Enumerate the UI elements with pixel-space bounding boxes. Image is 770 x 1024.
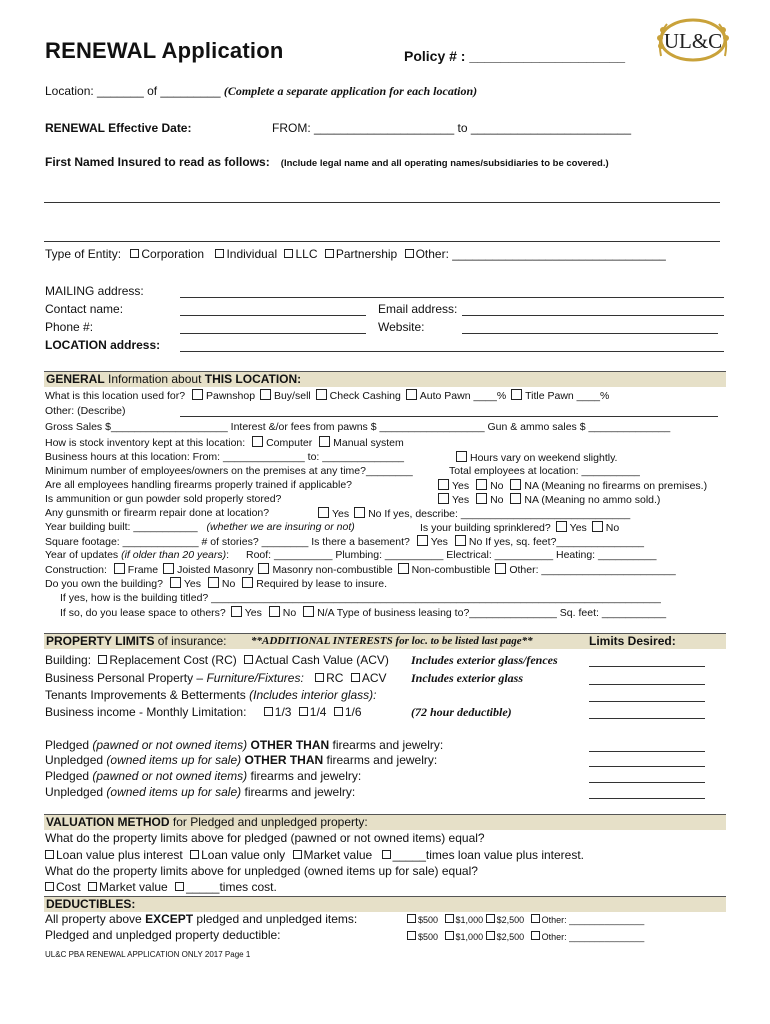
- checkbox[interactable]: [316, 389, 327, 400]
- general-section-heading: GENERAL Information about THIS LOCATION:: [46, 372, 302, 386]
- checkbox[interactable]: [293, 850, 302, 859]
- checkbox[interactable]: [215, 249, 224, 258]
- checkbox[interactable]: [284, 249, 293, 258]
- entity-row: [45, 247, 666, 261]
- email-label: Email address:: [378, 302, 458, 316]
- checkbox[interactable]: [406, 389, 417, 400]
- building-row: Building: Replacement Cost (RC) Actual Cash Value (ACV): [45, 653, 389, 667]
- checkbox[interactable]: [303, 606, 314, 617]
- stock-row: How is stock inventory kept at this location: Computer Manual system: [45, 437, 404, 449]
- checkbox[interactable]: [486, 931, 495, 940]
- deductible-line-1: All property above EXCEPT pledged and unpledged items:: [45, 912, 358, 926]
- firearms-answers: Yes No NA (Meaning no firearms on premises.): [438, 479, 707, 492]
- additional-interests-note: **ADDITIONAL INTERESTS for loc. to be listed last page**: [251, 635, 533, 647]
- ammo-answers: Yes No NA (Meaning no ammo sold.): [438, 493, 660, 506]
- effective-date-label: RENEWAL Effective Date:: [45, 121, 192, 135]
- ulc-logo: [653, 16, 731, 66]
- checkbox[interactable]: [382, 850, 391, 859]
- checkbox[interactable]: [511, 389, 522, 400]
- checkbox[interactable]: [242, 577, 253, 588]
- checkbox[interactable]: [445, 931, 454, 940]
- insured-name-line-1[interactable]: [44, 202, 720, 203]
- construction-row: Construction: Frame Joisted Masonry Masonry non-combustible Non-combustible Other: _______________________: [45, 564, 676, 576]
- checkbox[interactable]: [258, 563, 269, 574]
- contact-name-field[interactable]: [180, 315, 366, 316]
- entity-option: Corporation: [141, 247, 205, 261]
- checkbox[interactable]: [531, 914, 540, 923]
- deductible-options-2: $500 $1,000 $2,500 Other: _______________: [407, 931, 644, 942]
- min-employees-row[interactable]: Minimum number of employees/owners on the premises at any time?________: [45, 465, 413, 477]
- location-address-field[interactable]: [180, 351, 724, 352]
- hours-row: Business hours at this location: From: ______________ to: ______________: [45, 451, 405, 463]
- deductible-options-1: $500 $1,000 $2,500 Other: _______________: [407, 914, 644, 925]
- lease-space-row: If so, do you lease space to others? Yes No N/A Type of business leasing to?_______________ Sq. feet: ___________: [60, 607, 667, 619]
- entity-option: Partnership: [335, 247, 398, 261]
- checkbox[interactable]: [417, 535, 428, 546]
- checkbox[interactable]: [455, 535, 466, 546]
- checkbox[interactable]: [319, 436, 330, 447]
- limits-desired-heading: Limits Desired:: [589, 634, 676, 648]
- location-line: [45, 84, 477, 99]
- valuation-question-2: What do the property limits above for unpledged (owned items up for sale) equal?: [45, 864, 478, 878]
- mailing-field[interactable]: [180, 297, 724, 298]
- checkbox[interactable]: [130, 249, 139, 258]
- income-note: (72 hour deductible): [411, 705, 512, 719]
- page-title: RENEWAL Application: [45, 38, 284, 63]
- location-note: (Complete a separate application for each location): [223, 84, 478, 98]
- checkbox[interactable]: [592, 521, 603, 532]
- location-field[interactable]: Location: _______ of _________: [45, 84, 221, 98]
- checkbox[interactable]: [315, 673, 324, 682]
- checkbox[interactable]: [351, 673, 360, 682]
- checkbox[interactable]: [445, 914, 454, 923]
- checkbox[interactable]: [318, 507, 329, 518]
- checkbox[interactable]: [264, 707, 273, 716]
- checkbox[interactable]: [244, 655, 253, 664]
- building-limit-field[interactable]: [589, 666, 705, 667]
- entity-label: Type of Entity:: [45, 247, 122, 261]
- year-built-row: Year building built: ___________ (whether we are insuring or not): [45, 521, 355, 533]
- checkbox[interactable]: [556, 521, 567, 532]
- checkbox[interactable]: [354, 507, 365, 518]
- entity-option[interactable]: Other: ________________________________: [415, 247, 666, 261]
- checkbox[interactable]: [192, 389, 203, 400]
- checkbox[interactable]: [175, 882, 184, 891]
- deductible-line-2: Pledged and unpledged property deductible:: [45, 928, 281, 942]
- checkbox[interactable]: [531, 931, 540, 940]
- effective-date-range[interactable]: FROM: _____________________ to ________________________: [272, 121, 631, 135]
- checkbox[interactable]: [405, 249, 414, 258]
- used-for-row: What is this location used for? Pawnshop Buy/sell Check Cashing Auto Pawn ____% Title Pawn ____%: [45, 390, 610, 402]
- checkbox[interactable]: [252, 436, 263, 447]
- checkbox[interactable]: [170, 577, 181, 588]
- checkbox[interactable]: [486, 914, 495, 923]
- checkbox[interactable]: [476, 479, 487, 490]
- checkbox[interactable]: [45, 850, 54, 859]
- titled-row[interactable]: If yes, how is the building titled? _____________________________________________________________________________: [60, 592, 661, 604]
- pledged-other-row: Pledged (pawned or not owned items) OTHER THAN firearms and jewelry:: [45, 738, 444, 752]
- sqft-row: Square footage: _____________ # of stories? ________ Is there a basement? Yes No If yes, sq. feet?_______________: [45, 536, 644, 548]
- other-describe-label: Other: (Describe): [45, 405, 126, 417]
- entity-option: LLC: [295, 247, 318, 261]
- sprinklered-row: Is your building sprinklered? Yes No: [420, 522, 620, 534]
- unpledged-other-limit-field[interactable]: [589, 766, 705, 767]
- page-footer: UL&C PBA RENEWAL APPLICATION ONLY 2017 Page 1: [45, 950, 251, 959]
- checkbox[interactable]: [407, 914, 416, 923]
- insured-label: First Named Insured to read as follows:: [45, 155, 270, 169]
- pledged-firearms-row: Pledged (pawned or not owned items) firearms and jewelry:: [45, 769, 362, 783]
- logo-text: UL&C: [663, 29, 723, 53]
- checkbox[interactable]: [325, 249, 334, 258]
- valuation-options-1: Loan value plus interest Loan value only Market value _____times loan value plus interest.: [45, 848, 584, 862]
- checkbox[interactable]: [510, 493, 521, 504]
- contact-name-label: Contact name:: [45, 302, 124, 316]
- checkbox[interactable]: [88, 882, 97, 891]
- checkbox[interactable]: [299, 707, 308, 716]
- mailing-label: MAILING address:: [45, 284, 144, 298]
- checkbox[interactable]: [510, 479, 521, 490]
- checkbox[interactable]: [190, 850, 199, 859]
- bpp-limit-field[interactable]: [589, 684, 705, 685]
- income-limit-field[interactable]: [589, 718, 705, 719]
- updates-row: Year of updates (if older than 20 years): Roof: __________ Plumbing: __________ Electrical: __________ Heating: __________: [45, 549, 657, 561]
- checkbox[interactable]: [114, 563, 125, 574]
- website-label: Website:: [378, 320, 425, 334]
- valuation-section-heading: VALUATION METHOD for Pledged and unpledged property:: [46, 815, 368, 829]
- insured-name-line-2[interactable]: [44, 241, 720, 242]
- email-field[interactable]: [462, 315, 724, 316]
- website-field[interactable]: [462, 333, 718, 334]
- phone-field[interactable]: [180, 333, 366, 334]
- total-employees-row[interactable]: Total employees at location: __________: [449, 465, 640, 477]
- ammo-question: Is ammunition or gun powder sold properly stored?: [45, 493, 282, 505]
- valuation-question-1: What do the property limits above for pledged (pawned or not owned items) equal?: [45, 831, 485, 845]
- checkbox[interactable]: [334, 707, 343, 716]
- location-address-label: LOCATION address:: [45, 338, 161, 352]
- checkbox[interactable]: [260, 389, 271, 400]
- unpledged-firearms-limit-field[interactable]: [589, 798, 705, 799]
- insured-line: [45, 155, 609, 169]
- unpledged-other-row: Unpledged (owned items up for sale) OTHER THAN firearms and jewelry:: [45, 753, 438, 767]
- phone-label: Phone #:: [45, 320, 94, 334]
- checkbox[interactable]: [456, 451, 467, 462]
- deductibles-section-heading: DEDUCTIBLES:: [46, 897, 136, 911]
- insured-note: (Include legal name and all operating names/subsidiaries to be covered.): [280, 158, 609, 169]
- valuation-options-2: Cost Market value _____times cost.: [45, 880, 277, 894]
- checkbox[interactable]: [231, 606, 242, 617]
- gunsmith-question: Any gunsmith or firearm repair done at location?: [45, 507, 270, 519]
- tenants-limit-field[interactable]: [589, 701, 705, 702]
- gross-sales-row[interactable]: Gross Sales $____________________ Interest &/or fees from pawns $ __________________ Gun & ammo sales $ ______________: [45, 421, 671, 433]
- checkbox[interactable]: [163, 563, 174, 574]
- building-note: Includes exterior glass/fences: [411, 653, 558, 667]
- policy-number-field[interactable]: Policy # : ____________________: [404, 48, 626, 64]
- pledged-firearms-limit-field[interactable]: [589, 782, 705, 783]
- other-describe-field[interactable]: [180, 416, 718, 417]
- income-row: Business income - Monthly Limitation: 1/3 1/4 1/6: [45, 705, 362, 719]
- unpledged-firearms-row: Unpledged (owned items up for sale) firearms and jewelry:: [45, 785, 356, 799]
- bpp-note: Includes exterior glass: [411, 671, 524, 685]
- entity-option: Individual: [226, 247, 278, 261]
- checkbox[interactable]: [476, 493, 487, 504]
- property-section-heading: PROPERTY LIMITS of insurance:: [46, 634, 227, 648]
- checkbox[interactable]: [45, 882, 54, 891]
- gunsmith-answers: Yes No If yes, describe: _____________________________: [318, 507, 630, 520]
- own-building-row: Do you own the building? Yes No Required by lease to insure.: [45, 578, 388, 590]
- checkbox[interactable]: [438, 493, 449, 504]
- checkbox[interactable]: [98, 655, 107, 664]
- checkbox[interactable]: [495, 563, 506, 574]
- bpp-row: Business Personal Property – Furniture/Fixtures: RC ACV: [45, 671, 387, 685]
- checkbox[interactable]: [407, 931, 416, 940]
- checkbox[interactable]: [208, 577, 219, 588]
- firearms-question: Are all employees handling firearms properly trained if applicable?: [45, 479, 352, 491]
- checkbox[interactable]: [398, 563, 409, 574]
- deductibles-section-band: [44, 896, 726, 912]
- checkbox[interactable]: [438, 479, 449, 490]
- tenants-row: Tenants Improvements & Betterments (Includes interior glass):: [45, 688, 377, 702]
- checkbox[interactable]: [269, 606, 280, 617]
- pledged-other-limit-field[interactable]: [589, 751, 705, 752]
